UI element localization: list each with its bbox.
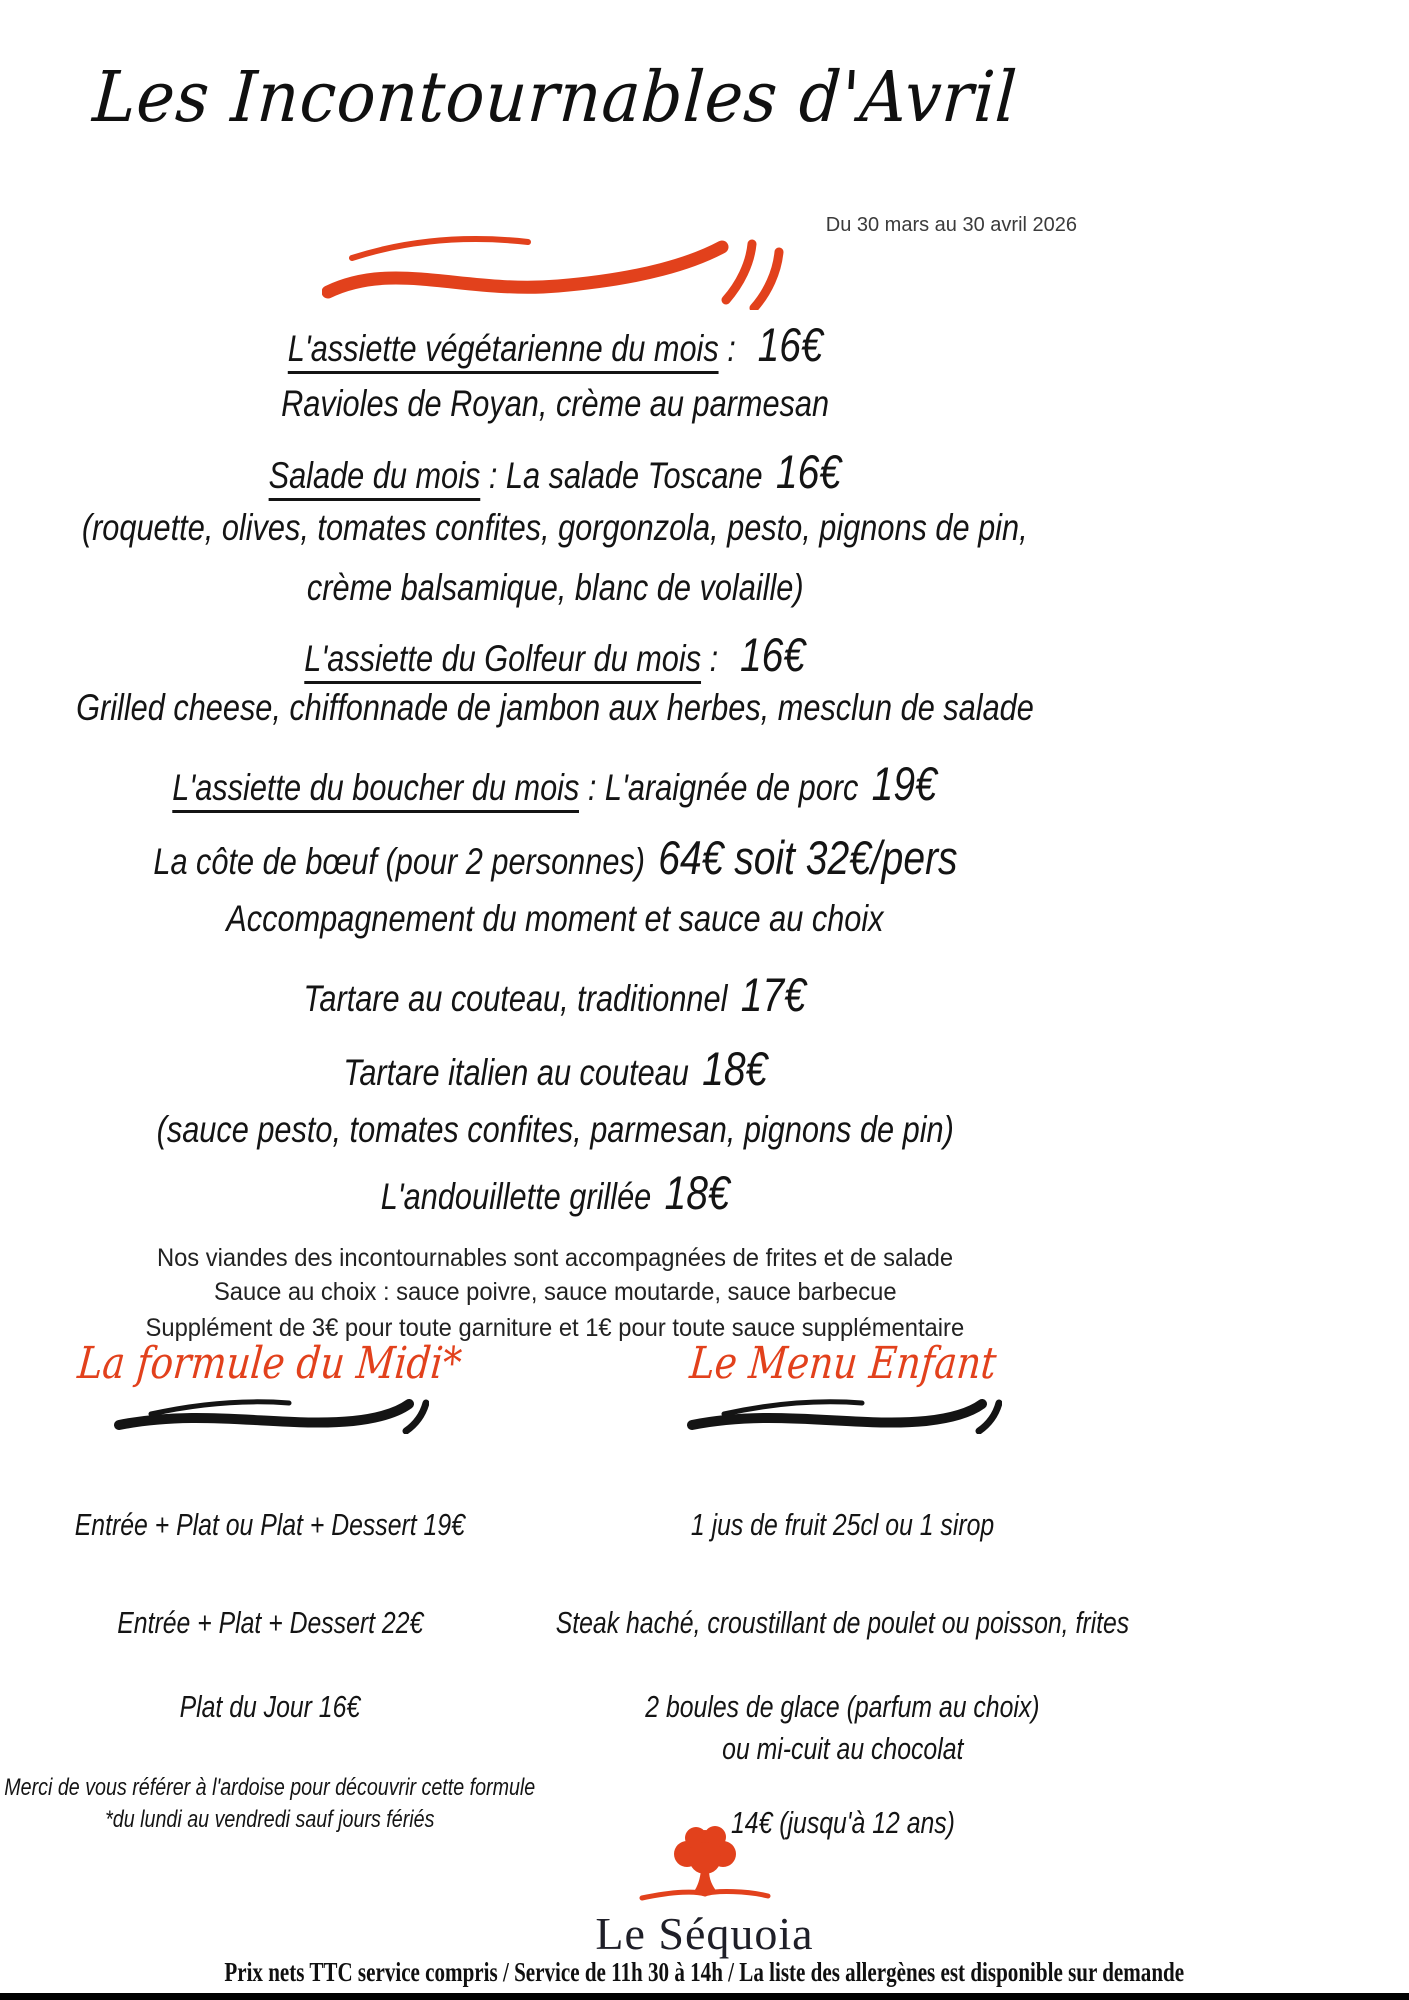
menu-item-salade-desc2: crème balsamique, blanc de volaille) bbox=[306, 567, 804, 608]
menu-item-boucher-name: L'assiette du boucher du mois bbox=[173, 767, 580, 813]
menu-note-supplement: Supplément de 3€ pour toute garniture et 1€ pour toute sauce supplémentaire bbox=[145, 1314, 965, 1342]
restaurant-logo bbox=[0, 1822, 1409, 1959]
menu-item-salade bbox=[0, 445, 1110, 498]
menu-item-andouillette-name: L'andouillette grillée bbox=[380, 1176, 652, 1217]
menu-item-salade-price: 16€ bbox=[776, 445, 842, 498]
menu-item-cote-de-boeuf-price: 64€ soit 32€/pers bbox=[657, 831, 958, 884]
menu-item-vegetarienne-name: L'assiette végétarienne du mois bbox=[288, 328, 719, 374]
menu-item-vegetarienne-desc: Ravioles de Royan, crème au parmesan bbox=[281, 383, 829, 424]
menu-item-golfeur bbox=[0, 628, 1110, 681]
menu-item-tartare-traditionnel-price: 17€ bbox=[741, 968, 807, 1021]
menu-item-golfeur-price: 16€ bbox=[740, 628, 806, 681]
main-menu-section bbox=[0, 318, 1110, 1343]
menu-item-tartare-italien-name: Tartare italien au couteau bbox=[343, 1052, 689, 1093]
date-range: Du 30 mars au 30 avril 2026 bbox=[825, 214, 1077, 236]
formule-midi-line1: Entrée + Plat ou Plat + Dessert 19€ bbox=[74, 1507, 466, 1542]
menu-item-salade-desc1: (roquette, olives, tomates confites, gorgonzola, pesto, pignons de pin, bbox=[82, 507, 1028, 548]
footer-note: Prix nets TTC service compris / Service de 11h 30 à 14h / La liste des allergènes est disponible sur demande bbox=[224, 1957, 1185, 1987]
menu-item-tartare-italien-desc: (sauce pesto, tomates confites, parmesan, pignons de pin) bbox=[156, 1109, 954, 1150]
menu-enfant-line3: 2 boules de glace (parfum au choix) bbox=[645, 1689, 1040, 1724]
page-title-text: Les Incontournables d'Avril bbox=[90, 56, 1020, 138]
menu-item-vegetarienne bbox=[0, 318, 1110, 371]
menu-item-salade-sep: : La salade Toscane bbox=[480, 455, 763, 496]
formules-section bbox=[4, 1338, 1155, 1843]
menu-item-cote-de-boeuf-name: La côte de bœuf (pour 2 personnes) bbox=[152, 841, 645, 882]
menu-item-vegetarienne-sep: : bbox=[718, 328, 745, 369]
menu-item-golfeur-desc: Grilled cheese, chiffonnade de jambon aux herbes, mesclun de salade bbox=[76, 687, 1034, 728]
formule-midi-column bbox=[4, 1338, 536, 1843]
menu-item-boucher bbox=[0, 757, 1110, 810]
menu-item-cote-de-boeuf bbox=[0, 831, 1110, 884]
menu-item-tartare-italien-price: 18€ bbox=[701, 1042, 767, 1095]
menu-enfant-line4: ou mi-cuit au chocolat bbox=[721, 1731, 964, 1766]
menu-item-boucher-price: 19€ bbox=[872, 757, 938, 810]
menu-enfant-line1: 1 jus de fruit 25cl ou 1 sirop bbox=[690, 1507, 995, 1542]
heading-underline-swoosh-icon bbox=[684, 1394, 1002, 1434]
menu-enfant-price: 14€ (jusqu'à 12 ans) bbox=[730, 1805, 955, 1840]
formule-midi-note2: *du lundi au vendredi sauf jours fériés bbox=[105, 1806, 435, 1833]
menu-enfant-column bbox=[530, 1338, 1155, 1843]
menu-item-vegetarienne-price: 16€ bbox=[757, 318, 823, 371]
menu-item-tartare-italien bbox=[0, 1042, 1110, 1095]
logo-name: Le Séquoia bbox=[595, 1908, 814, 1959]
menu-item-tartare-traditionnel-name: Tartare au couteau, traditionnel bbox=[303, 978, 728, 1019]
sequoia-tree-icon bbox=[630, 1822, 780, 1906]
menu-item-tartare-traditionnel bbox=[0, 968, 1110, 1021]
heading-underline-swoosh-icon bbox=[111, 1394, 429, 1434]
menu-enfant-heading: Le Menu Enfant bbox=[687, 1338, 998, 1389]
menu-item-andouillette bbox=[0, 1166, 1110, 1219]
formule-midi-heading: La formule du Midi* bbox=[75, 1338, 465, 1389]
menu-note-sauces: Sauce au choix : sauce poivre, sauce moutarde, sauce barbecue bbox=[213, 1278, 897, 1306]
page-title bbox=[0, 22, 1110, 172]
menu-note-viandes: Nos viandes des incontournables sont accompagnées de frites et de salade bbox=[156, 1244, 954, 1272]
menu-item-golfeur-sep: : bbox=[701, 638, 728, 679]
menu-item-golfeur-name: L'assiette du Golfeur du mois bbox=[305, 638, 702, 684]
bottom-bar bbox=[0, 1993, 1409, 2000]
formule-midi-line2: Entrée + Plat + Dessert 22€ bbox=[116, 1605, 424, 1640]
formule-midi-line3: Plat du Jour 16€ bbox=[179, 1689, 361, 1724]
red-swoosh-icon bbox=[322, 228, 784, 310]
menu-item-cote-de-boeuf-desc: Accompagnement du moment et sauce au choix bbox=[226, 898, 884, 939]
formule-midi-note1: Merci de vous référer à l'ardoise pour découvrir cette formule bbox=[4, 1774, 536, 1801]
menu-item-salade-name: Salade du mois bbox=[269, 455, 481, 501]
menu-item-boucher-sep: : L'araignée de porc bbox=[579, 767, 859, 808]
menu-item-andouillette-price: 18€ bbox=[664, 1166, 730, 1219]
menu-enfant-line2: Steak haché, croustillant de poulet ou poisson, frites bbox=[555, 1605, 1130, 1640]
